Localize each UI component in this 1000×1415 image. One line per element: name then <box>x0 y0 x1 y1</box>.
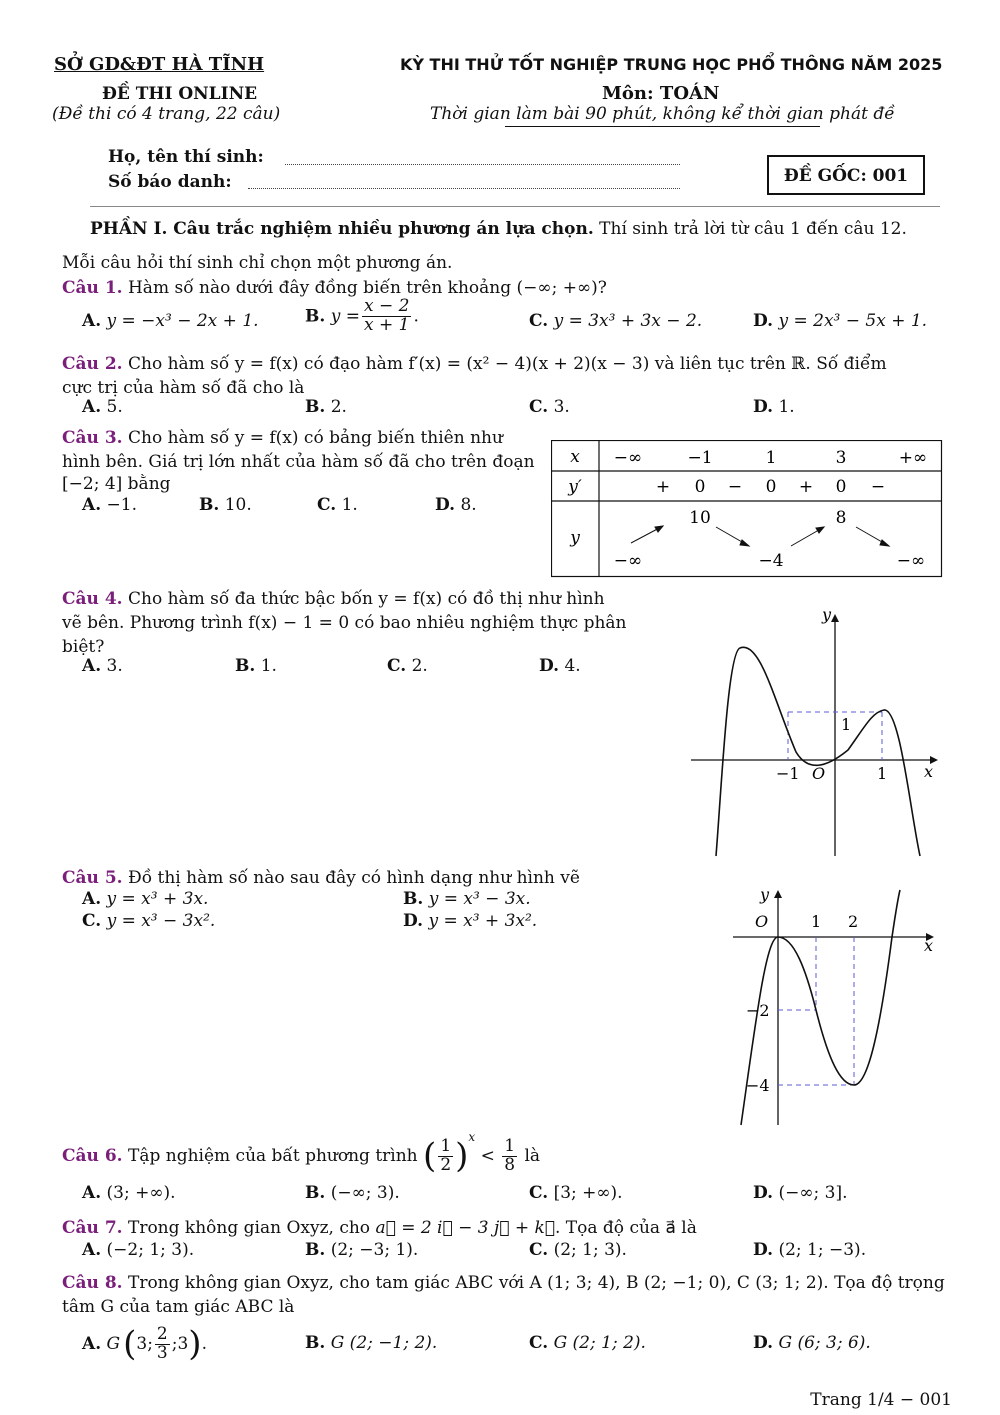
q1-d-text: y = 2x³ − 5x + 1. <box>778 311 928 331</box>
table-yp-header: y′ <box>568 477 582 497</box>
q4-origin: O <box>812 764 826 783</box>
q1-b-fraction: $\frac{x - 2}{x + 1}$ <box>363 296 410 335</box>
sign-zero-2: 0 <box>765 477 777 497</box>
q5-option-d[interactable]: D. y = x³ + 3x². <box>403 911 538 931</box>
q3-label: Câu 3. <box>62 428 123 448</box>
y-min-m4: −4 <box>758 551 784 571</box>
exam-title: KỲ THI THỬ TỐT NGHIỆP TRUNG HỌC PHỔ THÔNG NĂM 2025 <box>400 55 943 74</box>
q1-option-a[interactable]: A. y = −x³ − 2x + 1. <box>82 311 259 331</box>
y-max-8: 8 <box>835 508 847 528</box>
y-max-10: 10 <box>689 508 711 528</box>
q5-origin: O <box>755 912 769 931</box>
q8-option-b[interactable]: B. G (2; −1; 2). <box>305 1333 438 1353</box>
exam-code-box: ĐỀ GỐC: 001 <box>767 155 925 195</box>
x-val-neg-inf: −∞ <box>613 448 643 468</box>
q5-y-label: y <box>760 885 770 904</box>
question-8 <box>62 1273 945 1293</box>
q6-lt: < <box>480 1146 495 1166</box>
q6-option-b[interactable]: B. (−∞; 3). <box>305 1183 400 1203</box>
q5-option-a[interactable]: A. y = x³ + 3x. <box>82 889 209 909</box>
header-rule <box>505 126 820 127</box>
q8-text: Trong không gian Oxyz, cho tam giác ABC với A (1; 3; 4), B (2; −1; 0), C (3; 1; 2). Tọa độ trọng <box>127 1273 945 1293</box>
q5-option-b[interactable]: B. y = x³ − 3x. <box>403 889 531 909</box>
q4-text3: biệt? <box>62 637 105 657</box>
question-4 <box>62 589 605 609</box>
part1-title: PHẦN I. Câu trắc nghiệm nhiều phương án lựa chọn. <box>90 219 594 239</box>
q7-option-b[interactable]: B. (2; −3; 1). <box>305 1240 419 1260</box>
q3-option-d[interactable]: D. 8. <box>435 495 477 515</box>
q1-label: Câu 1. <box>62 278 123 298</box>
x-val-1: 1 <box>765 448 777 468</box>
q2-option-d[interactable]: D. 1. <box>753 397 795 417</box>
q8-a-pre: G <box>106 1334 121 1354</box>
q1-a-text: y = −x³ − 2x + 1. <box>106 311 259 331</box>
q6-option-c[interactable]: C. [3; +∞). <box>529 1183 623 1203</box>
table-x-header: x <box>570 447 580 467</box>
q7-option-a[interactable]: A. (−2; 1; 3). <box>82 1240 195 1260</box>
q5-option-c[interactable]: C. y = x³ − 3x². <box>82 911 216 931</box>
time-info: Thời gian làm bài 90 phút, không kể thời gian phát đề <box>430 104 895 124</box>
q4-graph <box>688 600 948 860</box>
q2-text2: cực trị của hàm số đã cho là <box>62 378 305 398</box>
q6-option-a[interactable]: A. (3; +∞). <box>82 1183 176 1203</box>
q4-text: Cho hàm số đa thức bậc bốn y = f(x) có đồ thị như hình <box>127 589 605 609</box>
sign-4: − <box>870 477 886 497</box>
q1-option-d[interactable]: D. y = 2x³ − 5x + 1. <box>753 311 928 331</box>
sign-zero-3: 0 <box>835 477 847 497</box>
q4-option-b[interactable]: B. 1. <box>235 656 277 676</box>
x-val-pos-inf: +∞ <box>898 448 928 468</box>
q4-option-d[interactable]: D. 4. <box>539 656 581 676</box>
question-5 <box>62 868 580 888</box>
q8-a-fraction: $\frac{2}{3}$ <box>156 1323 168 1363</box>
q2-option-a[interactable]: A. 5. <box>82 397 123 417</box>
q4-curve <box>716 647 920 856</box>
sign-2: − <box>727 477 743 497</box>
q6-text: Tập nghiệm của bất phương trình <box>127 1146 418 1166</box>
q5-tick-m4: −4 <box>746 1076 770 1095</box>
x-val-3: 3 <box>835 448 847 468</box>
q5-label: Câu 5. <box>62 868 123 888</box>
sign-zero-1: 0 <box>694 477 706 497</box>
q3-text2: hình bên. Giá trị lớn nhất của hàm số đã cho trên đoạn <box>62 452 535 472</box>
q7-text-end: . Tọa độ của a⃗ là <box>555 1218 697 1238</box>
q1-b-pre: y = <box>330 306 360 327</box>
page-info: (Đề thi có 4 trang, 22 câu) <box>52 104 281 124</box>
q5-tick-2: 2 <box>848 912 859 931</box>
q6-paren-left: ( <box>423 1136 437 1176</box>
q5-tick-1: 1 <box>811 912 822 931</box>
q4-y-label: y <box>822 605 832 624</box>
q6-paren-right: ) <box>455 1136 469 1176</box>
q7-label: Câu 7. <box>62 1218 123 1238</box>
q4-val-1: 1 <box>841 715 852 734</box>
q8-label: Câu 8. <box>62 1273 123 1293</box>
q5-x-label: x <box>924 936 934 955</box>
q2-label: Câu 2. <box>62 354 123 374</box>
q2-option-c[interactable]: C. 3. <box>529 397 570 417</box>
q6-exponent: x <box>468 1130 476 1144</box>
subject: Môn: TOÁN <box>602 83 720 104</box>
q6-option-d[interactable]: D. (−∞; 3]. <box>753 1183 848 1203</box>
q4-tick-1: 1 <box>877 764 888 783</box>
name-field[interactable] <box>285 164 680 165</box>
q3-text: Cho hàm số y = f(x) có bảng biến thiên như <box>127 428 503 448</box>
variation-table <box>551 440 943 578</box>
q6-base: $\frac{1}{2}$ <box>440 1135 452 1175</box>
part1-heading <box>90 219 907 239</box>
y-right-neg-inf: −∞ <box>896 551 926 571</box>
q8-option-c[interactable]: C. G (2; 1; 2). <box>529 1333 646 1353</box>
q1-c-text: y = 3x³ + 3x − 2. <box>553 311 703 331</box>
q3-option-a[interactable]: A. −1. <box>82 495 137 515</box>
q4-tick-m1: −1 <box>776 764 800 783</box>
question-3 <box>62 428 503 448</box>
q6-rhs: $\frac{1}{8}$ <box>504 1135 516 1175</box>
q8-option-d[interactable]: D. G (6; 3; 6). <box>753 1333 871 1353</box>
question-2 <box>62 354 887 374</box>
question-1 <box>62 278 607 298</box>
name-label: Họ, tên thí sinh: <box>108 147 264 167</box>
q4-text2: vẽ bên. Phương trình f(x) − 1 = 0 có bao nhiêu nghiệm thực phân <box>62 613 627 633</box>
q4-option-c[interactable]: C. 2. <box>387 656 428 676</box>
page-footer: Trang 1/4 − 001 <box>810 1390 952 1410</box>
q6-label: Câu 6. <box>62 1146 123 1166</box>
q7-option-d[interactable]: D. (2; 1; −3). <box>753 1240 867 1260</box>
q5-text: Đồ thị hàm số nào sau đây có hình dạng như hình vẽ <box>127 868 580 888</box>
sign-3: + <box>798 477 814 497</box>
q1-option-b[interactable]: B. y = $\frac{x - 2}{x + 1}$ . <box>305 296 419 335</box>
q4-label: Câu 4. <box>62 589 123 609</box>
part1-intro2: Mỗi câu hỏi thí sinh chỉ chọn một phương án. <box>62 253 453 273</box>
table-arrows <box>631 526 889 546</box>
y-left-neg-inf: −∞ <box>613 551 643 571</box>
exam-type: ĐỀ THI ONLINE <box>102 84 258 104</box>
q3-option-c[interactable]: C. 1. <box>317 495 358 515</box>
id-label: Số báo danh: <box>108 172 232 192</box>
q2-text: Cho hàm số y = f(x) có đạo hàm f′(x) = (x² − 4)(x + 2)(x − 3) và liên tục trên ℝ. Số điểm <box>127 354 887 374</box>
q1-text: Hàm số nào dưới đây đồng biến trên khoảng (−∞; +∞)? <box>127 278 607 298</box>
q1-option-c[interactable]: C. y = 3x³ + 3x − 2. <box>529 311 703 331</box>
school-name: SỞ GD&ĐT HÀ TĨNH <box>54 54 265 75</box>
q2-option-b[interactable]: B. 2. <box>305 397 347 417</box>
part1-intro: Thí sinh trả lời từ câu 1 đến câu 12. <box>593 219 907 239</box>
question-6 <box>62 1128 540 1184</box>
q6-end: là <box>524 1146 541 1166</box>
sign-1: + <box>655 477 671 497</box>
id-field[interactable] <box>248 188 680 189</box>
question-7 <box>62 1218 697 1238</box>
table-y-header: y <box>570 528 580 548</box>
q7-option-c[interactable]: C. (2; 1; 3). <box>529 1240 627 1260</box>
q4-x-label: x <box>924 762 934 781</box>
q3-text3: [−2; 4] bằng <box>62 474 171 494</box>
q7-text: Trong không gian Oxyz, cho <box>127 1218 371 1238</box>
x-val-m1: −1 <box>687 448 713 468</box>
q5-tick-m2: −2 <box>746 1001 770 1020</box>
q4-option-a[interactable]: A. 3. <box>82 656 123 676</box>
q8-option-a[interactable]: A. G ( 3; $\frac{2}{3}$ ;3 ) . <box>82 1323 207 1364</box>
q7-vector-expression: a⃗ = 2 i⃗ − 3 j⃗ + k⃗ <box>375 1218 555 1238</box>
q5-graph <box>728 880 948 1130</box>
q3-option-b[interactable]: B. 10. <box>199 495 252 515</box>
q8-text2: tâm G của tam giác ABC là <box>62 1297 295 1317</box>
divider <box>90 206 940 207</box>
